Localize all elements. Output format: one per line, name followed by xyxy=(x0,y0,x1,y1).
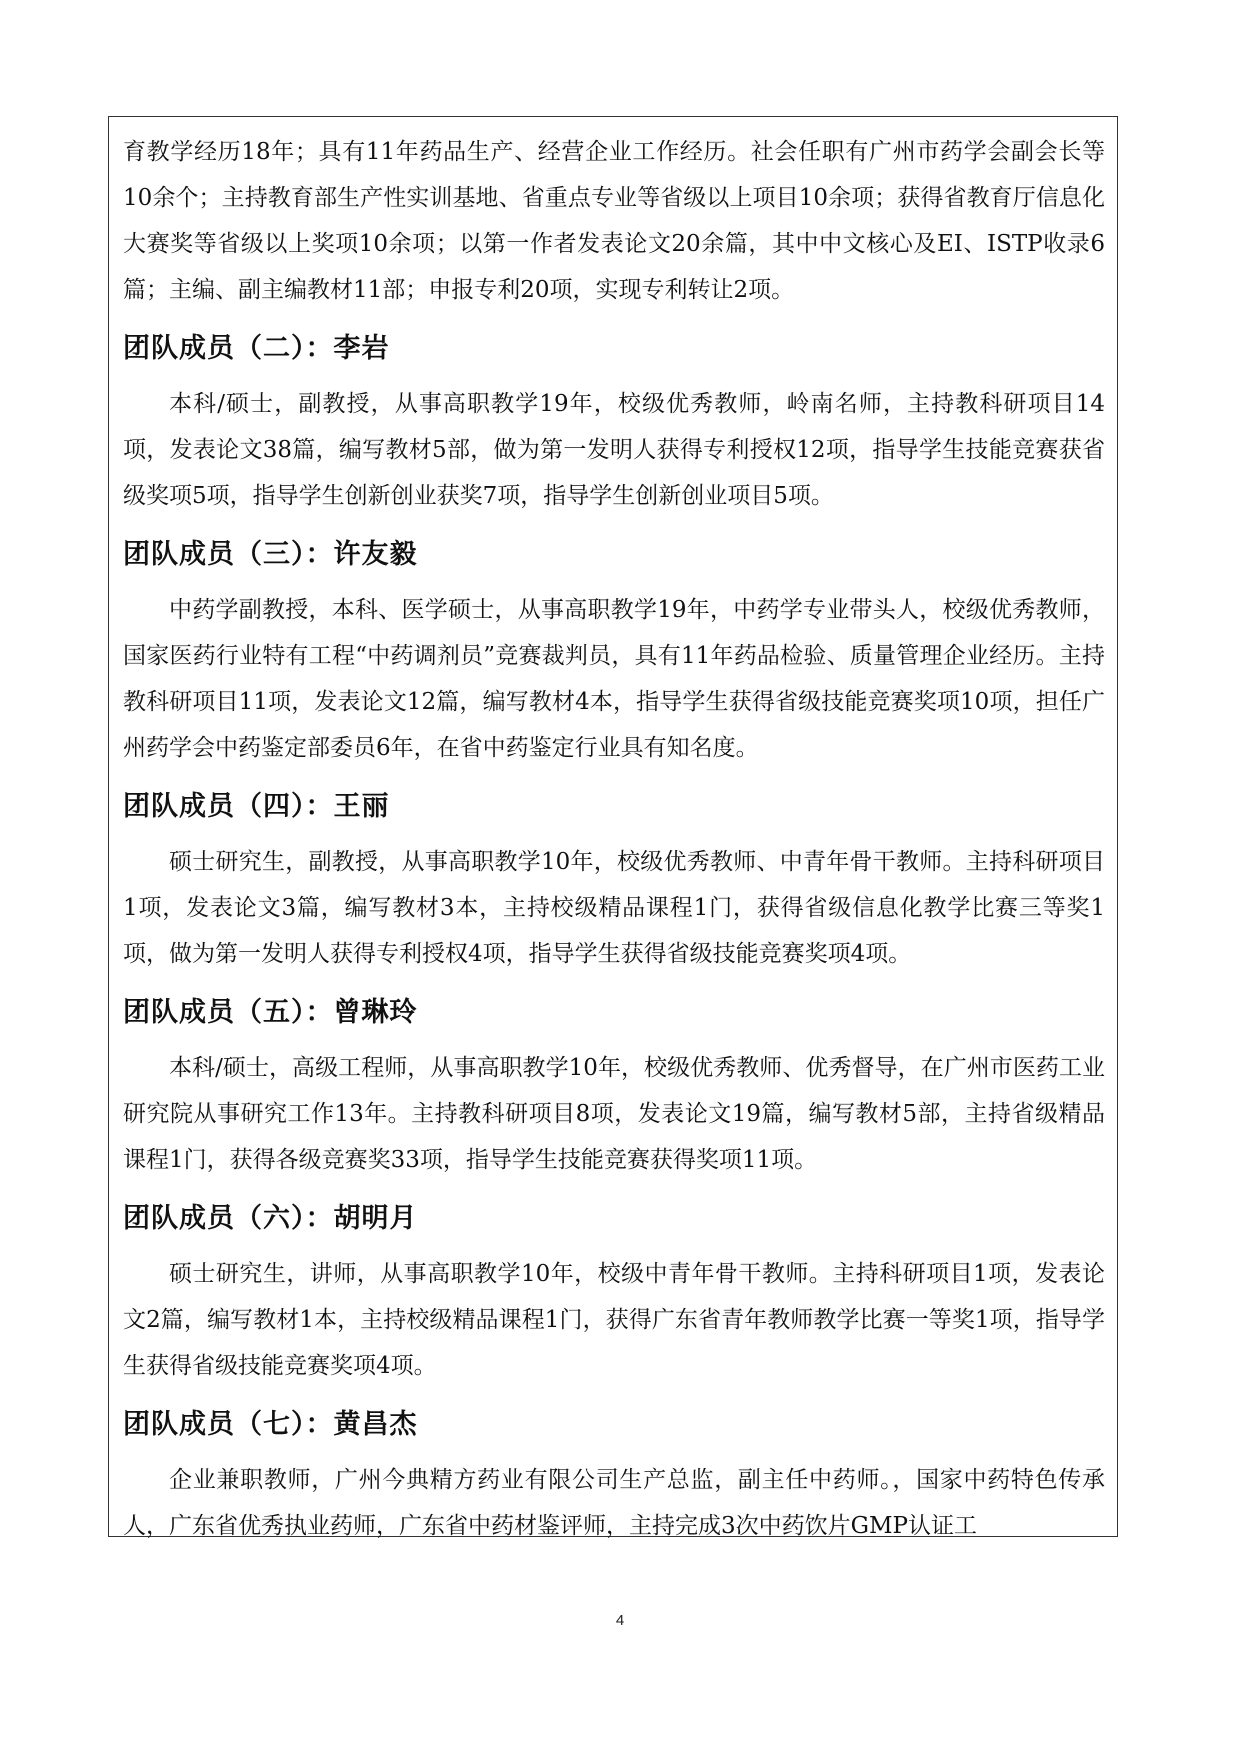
member-heading-4: 团队成员（四）：王丽 xyxy=(123,791,390,822)
content-frame xyxy=(108,116,1118,1537)
member-bio-7: 企业兼职教师，广州今典精方药业有限公司生产总监，副主任中药师。，国家中药特色传承人，广东省优秀执业药师，广东省中药材鉴评师，主持完成3次中药饮片GMP认证工 xyxy=(123,1467,1105,1539)
member-bio-4: 硕士研究生，副教授，从事高职教学10年，校级优秀教师、中青年骨干教师。主持科研项目1项，发表论文3篇，编写教材3本，主持校级精品课程1门，获得省级信息化教学比赛三等奖1项，做为第一发明人获得专利授权4项，指导学生获得省级技能竞赛奖项4项。 xyxy=(123,849,1105,967)
member-bio-2: 本科/硕士，副教授，从事高职教学19年，校级优秀教师，岭南名师，主持教科研项目14项，发表论文38篇，编写教材5部，做为第一发明人获得专利授权12项，指导学生技能竞赛获省级奖项5项，指导学生创新创业获奖7项，指导学生创新创业项目5项。 xyxy=(123,391,1105,509)
member-heading-6: 团队成员（六）：胡明月 xyxy=(123,1203,418,1234)
page-number: 4 xyxy=(615,1612,625,1629)
member-heading-5: 团队成员（五）：曾琳玲 xyxy=(123,997,418,1028)
document-body xyxy=(123,129,1105,1549)
member-bio-6: 硕士研究生，讲师，从事高职教学10年，校级中青年骨干教师。主持科研项目1项，发表论文2篇，编写教材1本，主持校级精品课程1门，获得广东省青年教师教学比赛一等奖1项，指导学生获得省级技能竞赛奖项4项。 xyxy=(123,1261,1105,1379)
intro-paragraph: 育教学经历18年；具有11年药品生产、经营企业工作经历。社会任职有广州市药学会副会长等10余个；主持教育部生产性实训基地、省重点专业等省级以上项目10余项；获得省教育厅信息化大赛奖等省级以上奖项10余项；以第一作者发表论文20余篇，其中中文核心及EI、ISTP收录6篇；主编、副主编教材11部；申报专利20项，实现专利转让2项。 xyxy=(123,139,1105,303)
member-heading-3: 团队成员（三）：许友毅 xyxy=(123,539,418,570)
member-heading-2: 团队成员（二）：李岩 xyxy=(123,333,390,364)
member-heading-7: 团队成员（七）：黄昌杰 xyxy=(123,1409,418,1440)
member-bio-5: 本科/硕士，高级工程师，从事高职教学10年，校级优秀教师、优秀督导，在广州市医药工业研究院从事研究工作13年。主持教科研项目8项，发表论文19篇，编写教材5部，主持省级精品课程1门，获得各级竞赛奖33项，指导学生技能竞赛获得奖项11项。 xyxy=(123,1055,1105,1173)
member-bio-3: 中药学副教授，本科、医学硕士，从事高职教学19年，中药学专业带头人，校级优秀教师，国家医药行业特有工程“中药调剂员”竞赛裁判员，具有11年药品检验、质量管理企业经历。主持教科研项目11项，发表论文12篇，编写教材4本，指导学生获得省级技能竞赛奖项10项，担任广州药学会中药鉴定部委员6年，在省中药鉴定行业具有知名度。 xyxy=(123,597,1105,761)
